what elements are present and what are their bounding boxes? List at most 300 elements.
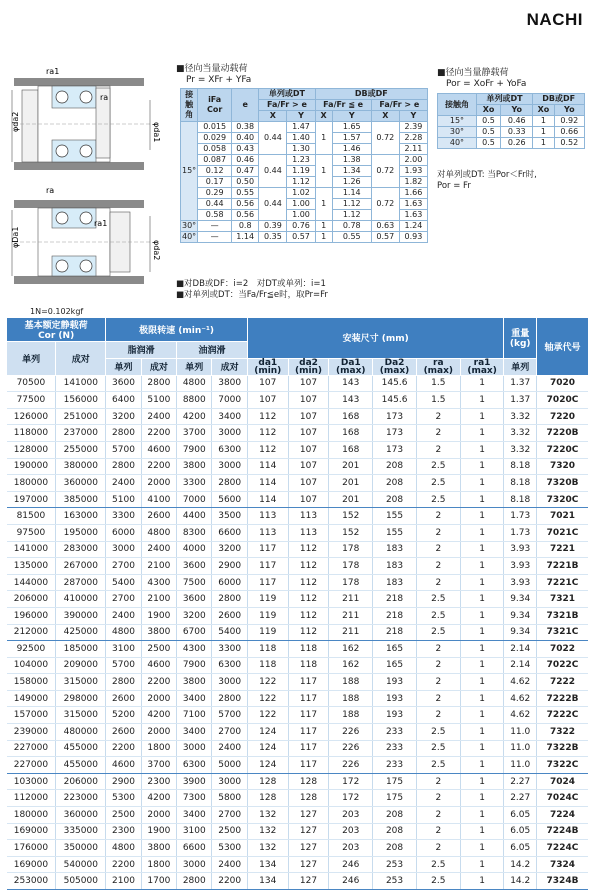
cell-da2: 127 [288,856,329,873]
cell-value: 0.33 [501,127,533,138]
cell-cor-pair: 141000 [56,375,106,392]
cell-da2: 112 [288,574,329,591]
cell-cor-single: 253000 [7,873,56,890]
cell-weight: 11.0 [504,757,537,774]
cell-y: 0.76 [287,221,315,232]
cell-ra1: 1 [460,773,504,790]
cell-y: 1.24 [399,221,427,232]
cell-cor-single: 103000 [7,773,56,790]
cell-y: 2.39 [399,122,427,133]
cell-e: 0.46 [232,155,259,166]
cell-Da1: 168 [329,425,373,442]
cell-ra1: 1 [460,807,504,824]
cell-oil-pair: 3300 [212,641,247,658]
cell-oil-single: 7500 [177,574,212,591]
cell-ra: 2 [416,674,460,691]
cell-bearing-code: 7021 [537,508,589,525]
cell-x: 0.44 [259,155,287,188]
cell-bearing-code: 7022C [537,657,589,674]
cell-oil-single: 3300 [177,475,212,492]
cell-y: 0.93 [399,232,427,243]
cell-da2: 117 [288,757,329,774]
label-da1: φda1 [152,122,161,143]
cell-bearing-code: 7321 [537,591,589,608]
cell-da1: 124 [247,757,288,774]
cell-grease-single: 5100 [106,491,141,508]
cell-cor-pair: 390000 [56,607,106,624]
hdr-xo: Xo [476,105,500,116]
cell-x: 0.39 [259,221,287,232]
cell-grease-single: 2500 [106,807,141,824]
table-row [7,690,589,707]
cell-oil-pair: 2700 [212,807,247,824]
cell-oil-pair: 6000 [212,574,247,591]
cell-oil-single: 4000 [177,541,212,558]
cell-Da2: 208 [373,807,417,824]
table-row [7,773,589,790]
cell-ra1: 1 [460,441,504,458]
cell-x: 1 [315,232,332,243]
cell-bearing-code: 7024 [537,773,589,790]
cell-ifa-cor: — [198,232,232,243]
cell-Da1: 246 [329,856,373,873]
cell-cor-pair: 350000 [56,840,106,857]
cell-Da1: 152 [329,508,373,525]
cell-ifa-cor: 0.58 [198,210,232,221]
cell-da2: 118 [288,657,329,674]
cell-ifa-cor: 0.29 [198,188,232,199]
label-Da1: φDa1 [11,226,20,248]
cell-Da1: 168 [329,408,373,425]
cell-ifa-cor: 0.12 [198,166,232,177]
cell-ra1: 1 [460,690,504,707]
hdr-xo: Xo [533,105,554,116]
cell-da2: 107 [288,375,329,392]
cell-ifa-cor: 0.17 [198,177,232,188]
cell-ra1: 1 [460,375,504,392]
cell-ra1: 1 [460,724,504,741]
cell-oil-pair: 5000 [212,757,247,774]
cell-cor-single: 169000 [7,856,56,873]
cell-cor-single: 128000 [7,441,56,458]
cell-grease-single: 5400 [106,574,141,591]
col-single-dt: 单列或DT [476,94,532,105]
cell-da2: 112 [288,558,329,575]
cell-oil-pair: 2800 [212,591,247,608]
cell-da2: 127 [288,807,329,824]
hdr-grease-pair: 成对 [141,358,176,375]
col-db-df: DB或DF [315,89,427,100]
cell-cor-pair: 223000 [56,790,106,807]
cell-Da1: 211 [329,607,373,624]
cell-oil-pair: 3400 [212,408,247,425]
static-load-formula: Por = XoFr + YoFa [446,79,527,89]
table-row [7,657,589,674]
cell-bearing-code: 7224C [537,840,589,857]
cell-cor-single: 141000 [7,541,56,558]
cell-oil-pair: 5700 [212,707,247,724]
cell-weight: 14.2 [504,873,537,890]
cell-e: 1.14 [232,232,259,243]
cell-oil-pair: 2900 [212,558,247,575]
cell-Da2: 175 [373,790,417,807]
cell-oil-single: 3400 [177,690,212,707]
cell-value: 1 [533,127,554,138]
cell-Da1: 201 [329,491,373,508]
col-single-dt: 单列或DT [259,89,315,100]
cell-Da1: 203 [329,840,373,857]
cell-oil-single: 3100 [177,823,212,840]
dynamic-load-title: ■径向当量动载荷 [176,64,248,74]
cell-Da2: 183 [373,541,417,558]
hdr-y: Y [287,111,315,122]
cell-grease-single: 3000 [106,541,141,558]
cell-y: 1.47 [287,122,315,133]
cell-da2: 117 [288,724,329,741]
cell-grease-pair: 4600 [141,441,176,458]
cell-grease-pair: 1700 [141,873,176,890]
cell-y: 1.12 [287,177,315,188]
hdr-yo: Yo [554,105,584,116]
cell-oil-single: 4200 [177,408,212,425]
cell-grease-single: 3600 [106,375,141,392]
table-row [181,188,428,199]
cell-oil-pair: 6600 [212,524,247,541]
cell-y: 2.28 [399,133,427,144]
table-row [7,458,589,475]
cell-grease-pair: 1900 [141,823,176,840]
cell-weight: 2.27 [504,790,537,807]
cell-ra: 2 [416,508,460,525]
cell-grease-single: 2700 [106,591,141,608]
cell-ra: 2 [416,558,460,575]
cell-x: 0.44 [259,188,287,221]
cell-oil-single: 2800 [177,873,212,890]
cell-e: 0.38 [232,122,259,133]
cell-Da2: 233 [373,724,417,741]
cell-ra: 2.5 [416,591,460,608]
cell-ra: 2 [416,840,460,857]
cell-weight: 6.05 [504,807,537,824]
cell-cor-single: 227000 [7,740,56,757]
cell-da1: 119 [247,591,288,608]
cell-grease-pair: 1800 [141,740,176,757]
cell-ra: 2.5 [416,856,460,873]
cell-ra1: 1 [460,475,504,492]
cell-ifa-cor: 0.029 [198,133,232,144]
brand-logo: NACHI [526,10,583,29]
cell-ra1: 1 [460,641,504,658]
cell-weight: 6.05 [504,840,537,857]
cell-ifa-cor: 0.015 [198,122,232,133]
cell-da2: 112 [288,591,329,608]
cell-Da1: 162 [329,657,373,674]
cell-oil-pair: 5300 [212,840,247,857]
cell-weight: 3.93 [504,574,537,591]
cell-x: 0.63 [371,221,399,232]
cell-grease-single: 6000 [106,524,141,541]
cell-ifa-cor: — [198,221,232,232]
cell-grease-single: 4800 [106,840,141,857]
cell-grease-pair: 4200 [141,707,176,724]
cell-y: 1.65 [332,122,371,133]
cell-oil-single: 3000 [177,856,212,873]
table-row [7,823,589,840]
cell-grease-pair: 4300 [141,574,176,591]
cell-cor-pair: 315000 [56,707,106,724]
cell-cor-pair: 163000 [56,508,106,525]
cell-Da2: 155 [373,508,417,525]
cell-bearing-code: 7321C [537,624,589,641]
table-row [7,840,589,857]
cell-contact-angle: 40° [182,232,197,241]
cell-weight: 3.32 [504,425,537,442]
cell-bearing-code: 7020C [537,392,589,409]
cell-x: 0.44 [259,122,287,155]
cell-weight: 3.32 [504,441,537,458]
table-row [7,807,589,824]
dynamic-load-table [180,88,428,243]
cell-Da1: 152 [329,524,373,541]
cell-y: 1.02 [287,188,315,199]
cell-bearing-code: 7024C [537,790,589,807]
cell-ra1: 1 [460,425,504,442]
col-ifa-cor: iFa Cor [198,89,232,122]
cell-ra1: 1 [460,674,504,691]
hdr-pair: 成对 [56,342,106,376]
hdr-x: X [371,111,399,122]
cell-oil-pair: 3000 [212,425,247,442]
table-row [7,856,589,873]
cell-cor-single: 239000 [7,724,56,741]
cell-cor-single: 126000 [7,408,56,425]
cell-grease-single: 2700 [106,558,141,575]
cell-y: 1.12 [332,199,371,210]
cell-grease-pair: 4100 [141,491,176,508]
cell-oil-single: 8300 [177,524,212,541]
cell-x: 0.72 [371,122,399,155]
cell-Da1: 168 [329,441,373,458]
cell-y: 1.38 [332,155,371,166]
cell-bearing-code: 7220B [537,425,589,442]
cell-grease-pair: 2800 [141,375,176,392]
cell-value: 1 [533,138,554,149]
cell-grease-single: 2200 [106,740,141,757]
cell-oil-pair: 2800 [212,690,247,707]
cell-oil-single: 7000 [177,491,212,508]
cell-oil-single: 7900 [177,657,212,674]
cell-da1: 114 [247,491,288,508]
cell-oil-single: 3900 [177,773,212,790]
cell-da1: 117 [247,574,288,591]
cell-weight: 2.14 [504,641,537,658]
cell-cor-single: 196000 [7,607,56,624]
cell-da1: 117 [247,541,288,558]
cell-ra: 2 [416,441,460,458]
cell-cor-single: 70500 [7,375,56,392]
cell-weight: 2.14 [504,657,537,674]
cell-oil-pair: 2700 [212,724,247,741]
table-row [7,724,589,741]
cell-cor-single: 190000 [7,458,56,475]
cell-Da2: 173 [373,425,417,442]
col-contact-angle: 接触角 [181,89,198,122]
cell-ra1: 1 [460,624,504,641]
hdr-yo: Yo [501,105,533,116]
cell-da2: 127 [288,840,329,857]
cell-value: 0.5 [476,116,500,127]
hdr-db-le-e: Fa/Fr ≦ e [315,100,371,111]
cell-grease-single: 2800 [106,425,141,442]
cell-grease-pair: 2200 [141,674,176,691]
cell-oil-pair: 6300 [212,441,247,458]
cell-ra: 2 [416,524,460,541]
cell-Da1: 203 [329,823,373,840]
cell-Da2: 208 [373,475,417,492]
hdr-mount-dims: 安装尺寸 (mm) [247,318,504,358]
table-row [181,155,428,166]
cell-bearing-code: 7222 [537,674,589,691]
cell-grease-single: 2200 [106,856,141,873]
cell-Da2: 253 [373,856,417,873]
cell-weight: 1.73 [504,508,537,525]
table-row [7,624,589,641]
cell-oil-pair: 3000 [212,458,247,475]
cell-grease-pair: 4200 [141,790,176,807]
col-contact-angle: 接触角 [438,94,477,116]
cell-bearing-code: 7324 [537,856,589,873]
cell-oil-single: 7900 [177,441,212,458]
col-e: e [232,89,259,122]
cell-cor-single: 92500 [7,641,56,658]
cell-contact-angle: 40° [438,138,477,149]
cell-contact-angle: 15° [438,116,477,127]
cell-ra1: 1 [460,740,504,757]
cell-Da1: 246 [329,873,373,890]
cell-weight: 9.34 [504,607,537,624]
cell-oil-single: 6300 [177,757,212,774]
hdr-x: X [315,111,332,122]
cell-Da2: 208 [373,491,417,508]
cell-Da1: 188 [329,674,373,691]
cell-y: 1.57 [332,133,371,144]
cell-ra: 2 [416,823,460,840]
cell-ra1: 1 [460,541,504,558]
cell-cor-pair: 410000 [56,591,106,608]
cell-da1: 134 [247,873,288,890]
cell-oil-single: 3600 [177,558,212,575]
hdr-oil-single: 单列 [177,358,212,375]
cell-x: 1 [315,122,332,155]
cell-cor-single: 81500 [7,508,56,525]
cell-y: 1.40 [287,133,315,144]
cell-bearing-code: 7320C [537,491,589,508]
cell-bearing-code: 7321B [537,607,589,624]
cell-Da1: 143 [329,392,373,409]
cell-cor-pair: 195000 [56,524,106,541]
cell-grease-single: 4600 [106,757,141,774]
hdr-ra: ra (max) [416,358,460,375]
cell-value: 0.5 [476,138,500,149]
cell-y: 1.63 [399,199,427,210]
table-row [7,375,589,392]
cell-bearing-code: 7224B [537,823,589,840]
cell-Da1: 172 [329,790,373,807]
cell-cor-pair: 267000 [56,558,106,575]
cell-cor-pair: 315000 [56,674,106,691]
cell-cor-single: 97500 [7,524,56,541]
cell-oil-pair: 3800 [212,375,247,392]
table-row [7,558,589,575]
hdr-x: X [259,111,287,122]
cell-ra: 2 [416,574,460,591]
cell-grease-pair: 2500 [141,641,176,658]
cell-grease-pair: 2000 [141,475,176,492]
cell-weight: 11.0 [504,740,537,757]
cell-cor-pair: 255000 [56,441,106,458]
cell-oil-single: 3200 [177,607,212,624]
cell-oil-pair: 2400 [212,856,247,873]
hdr-weight: 重量 (kg) [504,318,537,358]
cell-value: 0.66 [554,127,584,138]
cell-grease-single: 2300 [106,823,141,840]
cell-Da2: 253 [373,873,417,890]
cell-bearing-code: 7220C [537,441,589,458]
cell-da1: 113 [247,524,288,541]
hdr-db-gt-e: Fa/Fr > e [371,100,427,111]
cell-y: 1.63 [399,210,427,221]
lower-bearing-figure [12,200,150,284]
cell-oil-single: 4300 [177,641,212,658]
static-note-1: 对单列或DT: 当Por＜Fr时, [437,170,537,180]
cell-cor-single: 227000 [7,757,56,774]
hdr-single-gt-e: Fa/Fr > e [259,100,315,111]
cell-grease-pair: 2400 [141,408,176,425]
cell-ra: 2.5 [416,873,460,890]
cell-e: 0.47 [232,166,259,177]
cell-ifa-cor: 0.058 [198,144,232,155]
cell-Da2: 183 [373,574,417,591]
cell-bearing-code: 7021C [537,524,589,541]
cell-oil-pair: 2800 [212,475,247,492]
cell-y: 0.55 [332,232,371,243]
static-load-title: ■径向当量静载荷 [437,68,509,78]
cell-cor-pair: 360000 [56,807,106,824]
cell-cor-pair: 505000 [56,873,106,890]
cell-grease-single: 3100 [106,641,141,658]
cell-bearing-code: 7022 [537,641,589,658]
cell-bearing-code: 7220 [537,408,589,425]
cell-cor-single: 197000 [7,491,56,508]
hdr-oil: 油润滑 [177,342,248,359]
cell-cor-pair: 455000 [56,740,106,757]
cell-bearing-code: 7221C [537,574,589,591]
cell-cor-single: 206000 [7,591,56,608]
table-row [7,508,589,525]
cell-grease-pair: 2000 [141,807,176,824]
table-row [7,425,589,442]
cell-cor-single: 169000 [7,823,56,840]
cell-Da1: 211 [329,624,373,641]
cell-Da2: 145.6 [373,375,417,392]
cell-Da1: 188 [329,690,373,707]
cell-da2: 113 [288,524,329,541]
cell-y: 1.00 [287,210,315,221]
cell-grease-pair: 1800 [141,856,176,873]
cell-e: 0.43 [232,144,259,155]
cell-y: 1.66 [399,188,427,199]
cell-da1: 132 [247,823,288,840]
